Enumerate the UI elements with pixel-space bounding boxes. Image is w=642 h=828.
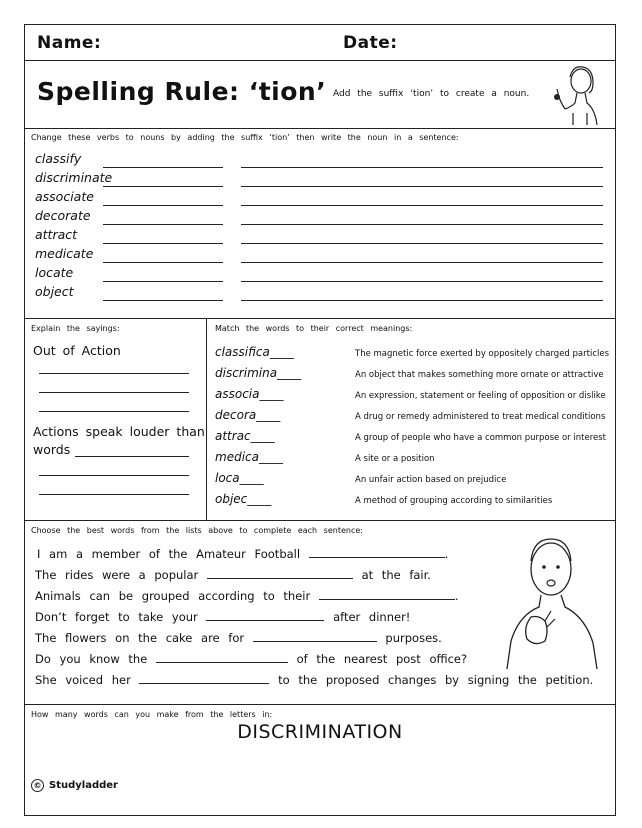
verbs-section (25, 129, 615, 319)
match-meaning: The magnetic force exerted by oppositely charged particles (355, 349, 610, 359)
match-meaning: A method of grouping according to similarities (355, 496, 553, 506)
saying-2-line-1: Actions speak louder than (33, 424, 205, 439)
sentence-blank[interactable] (309, 547, 445, 558)
match-meaning: An unfair action based on prejudice (355, 475, 507, 485)
match-meaning: A site or a position (355, 454, 435, 464)
footer-brand (31, 779, 118, 792)
match-meaning: An object that makes something more ornate or attractive (355, 370, 604, 380)
noun-answer-line[interactable] (103, 243, 223, 244)
verb-item: object (35, 284, 74, 299)
verb-item: classify (35, 151, 82, 166)
saying-answer-line[interactable] (39, 475, 189, 476)
sentence-answer-line[interactable] (241, 186, 603, 187)
match-word: decora____ (215, 408, 281, 422)
sentence-answer-line[interactable] (241, 262, 603, 263)
matching-panel (209, 319, 613, 520)
match-meaning: A drug or remedy administered to treat medical conditions (355, 412, 606, 422)
header-row (25, 25, 615, 61)
saying-answer-line[interactable] (39, 494, 189, 495)
noun-answer-line[interactable] (103, 167, 223, 168)
title-instruction: Add the suffix ‘tion’ to create a noun. (333, 89, 530, 99)
sentence-blank[interactable] (207, 568, 353, 579)
column-divider (206, 319, 207, 520)
match-word: objec____ (215, 492, 272, 506)
sentences-section (25, 521, 615, 705)
saying-answer-line[interactable] (39, 392, 189, 393)
copyright-icon: © (31, 779, 44, 792)
sentence-answer-line[interactable] (241, 300, 603, 301)
sayings-matching-section (25, 319, 615, 521)
date-label: Date: (343, 33, 398, 53)
sentence-6: Do you know the of the nearest post office? (35, 652, 468, 666)
verb-item: discriminate (35, 170, 113, 185)
saying-2-line-2: words (33, 442, 71, 457)
wordgame-instruction: How many words can you make from the letters in: (31, 710, 273, 719)
sentence-answer-line[interactable] (241, 281, 603, 282)
title-row (25, 61, 615, 129)
noun-answer-line[interactable] (103, 186, 223, 187)
worksheet (24, 24, 616, 816)
sentence-answer-line[interactable] (241, 205, 603, 206)
saying-answer-line[interactable] (39, 411, 189, 412)
sentence-2: The rides were a popular at the fair. (35, 568, 431, 582)
sentence-answer-line[interactable] (241, 243, 603, 244)
noun-answer-line[interactable] (103, 262, 223, 263)
page-title: Spelling Rule: ‘tion’ (37, 77, 327, 106)
name-label: Name: (37, 33, 102, 53)
sentence-blank[interactable] (319, 589, 455, 600)
wordgame-target-word: DISCRIMINATION (237, 721, 403, 743)
sentences-instruction: Choose the best words from the lists above to complete each sentence: (31, 526, 363, 535)
sentence-answer-line[interactable] (241, 224, 603, 225)
match-word: associa____ (215, 387, 284, 401)
brand-name[interactable]: Studyladder (49, 780, 118, 791)
match-word: classifica____ (215, 345, 294, 359)
saying-1: Out of Action (33, 343, 121, 358)
sentence-1: I am a member of the Amateur Football . (37, 547, 449, 561)
saying-answer-line[interactable] (39, 373, 189, 374)
sentence-3: Animals can be grouped according to their . (35, 589, 459, 603)
saying-answer-line[interactable] (75, 456, 189, 457)
sentence-blank[interactable] (139, 673, 269, 684)
noun-answer-line[interactable] (103, 205, 223, 206)
noun-answer-line[interactable] (103, 300, 223, 301)
sayings-instruction: Explain the sayings: (31, 324, 120, 333)
sentence-7: She voiced her to the proposed changes by signing the petition. (35, 673, 594, 687)
match-word: medica____ (215, 450, 283, 464)
student-thinking-illustration (501, 531, 601, 671)
teacher-pointing-illustration (543, 63, 609, 127)
sentence-5: The flowers on the cake are for purposes. (35, 631, 442, 645)
verbs-instruction: Change these verbs to nouns by adding the suffix ‘tion’ then write the noun in a sentence: (31, 133, 459, 142)
matching-instruction: Match the words to their correct meanings: (215, 324, 413, 333)
verb-item: associate (35, 189, 94, 204)
wordgame-section (25, 705, 615, 817)
sentence-4: Don’t forget to take your after dinner! (35, 610, 411, 624)
match-meaning: An expression, statement or feeling of opposition or dislike (355, 391, 606, 401)
match-word: loca____ (215, 471, 264, 485)
noun-answer-line[interactable] (103, 281, 223, 282)
sentence-answer-line[interactable] (241, 167, 603, 168)
match-word: discrimina____ (215, 366, 302, 380)
sentence-blank[interactable] (206, 610, 324, 621)
verb-item: medicate (35, 246, 94, 261)
sentence-blank[interactable] (253, 631, 377, 642)
match-word: attrac____ (215, 429, 275, 443)
sentence-blank[interactable] (156, 652, 288, 663)
verb-item: decorate (35, 208, 91, 223)
match-meaning: A group of people who have a common purpose or interest (355, 433, 606, 443)
verb-item: locate (35, 265, 74, 280)
noun-answer-line[interactable] (103, 224, 223, 225)
verb-item: attract (35, 227, 78, 242)
